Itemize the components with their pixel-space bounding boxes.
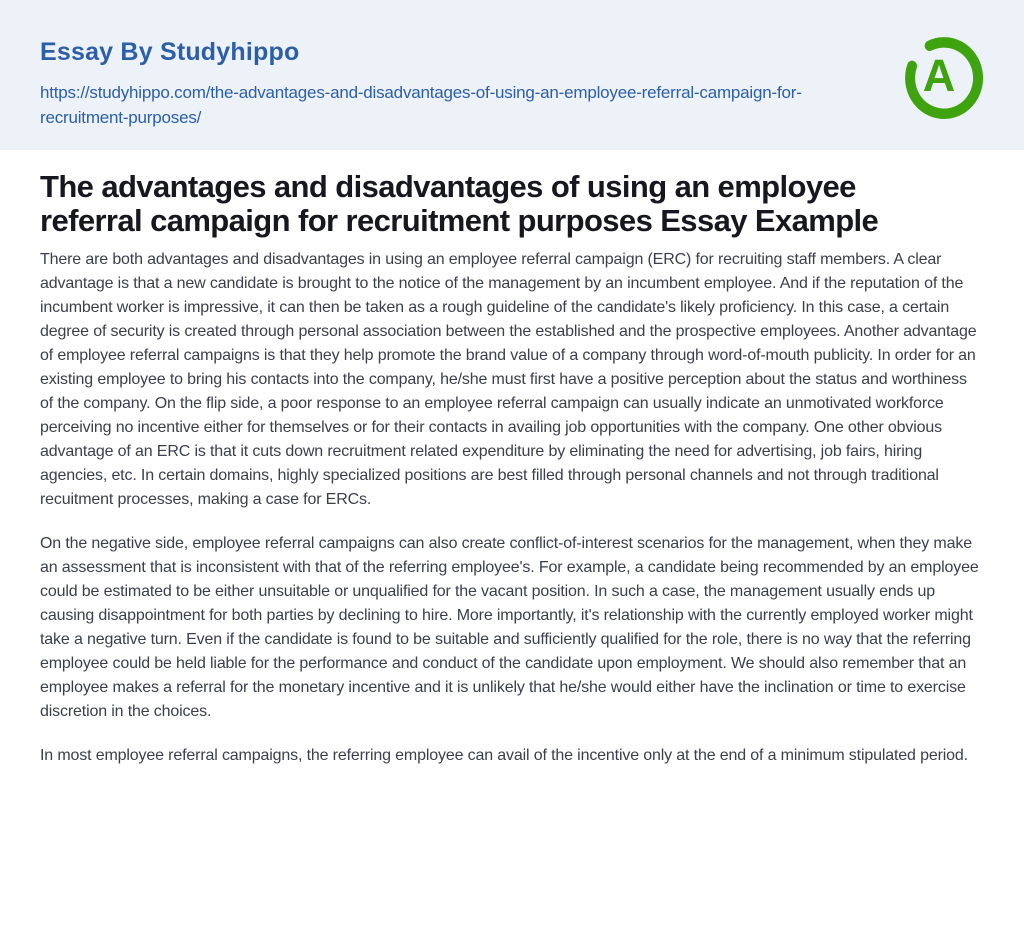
article-paragraph-3: In most employee referral campaigns, the referring employee can avail of the incentive only at the end of a minimum stipulated period. <box>40 747 968 764</box>
article-body <box>0 150 1024 768</box>
header-banner <box>0 0 1024 150</box>
logo-letter: A <box>922 50 956 101</box>
site-title: Essay By Studyhippo <box>40 38 300 66</box>
page-url-link[interactable]: https://studyhippo.com/the-advantages-and-disadvantages-of-using-an-employee-referral-campaign-for-recruitment-purposes/ <box>40 83 802 127</box>
studyhippo-logo-icon <box>902 28 986 120</box>
article-paragraph-1: There are both advantages and disadvantages in using an employee referral campaign (ERC) for recruiting staff members. A clear advantage is that a new candidate is brought to the notice of the management by an incumbent employee. And if the reputation of the incumbent worker is impressive, it can then be taken as a rough guideline of the candidate's likely proficiency. In this case, a certain degree of security is created through personal association between the established and the prospective employees. Another advantage of employee referral campaigns is that they help promote the brand value of a company through word-of-mouth publicity. In order for an existing employee to bring his contacts into the company, he/she must first have a positive perception about the status and worthiness of the company. On the flip side, a poor response to an employee referral campaign can usually indicate an unmotivated workforce perceiving no incentive either for themselves or for their contacts in availing job opportunities with the company. One other obvious advantage of an ERC is that it cuts down recruitment related expenditure by eliminating the need for advertising, job fairs, hiring agencies, etc. In certain domains, highly specialized positions are best filled through personal channels and not through traditional recuitment processes, making a case for ERCs. <box>40 251 977 508</box>
article-paragraph-2: On the negative side, employee referral campaigns can also create conflict-of-interest scenarios for the management, when they make an assessment that is inconsistent with that of the referring employee's. For example, a candidate being recommended by an employee could be estimated to be either unsuitable or unqualified for the vacant position. In such a case, the management usually ends up causing disappointment for both parties by declining to hire. More importantly, it's relationship with the currently employed worker might take a negative turn. Even if the candidate is found to be suitable and sufficiently qualified for the role, there is no way that the referring employee could be held liable for the performance and conduct of the candidate upon employment. We should also remember that an employee makes a referral for the monetary incentive and it is unlikely that he/she would either have the inclination or time to exercise discretion in the choices. <box>40 535 979 720</box>
article-title: The advantages and disadvantages of using an employee referral campaign for recruitment purposes Essay Example <box>40 169 879 238</box>
